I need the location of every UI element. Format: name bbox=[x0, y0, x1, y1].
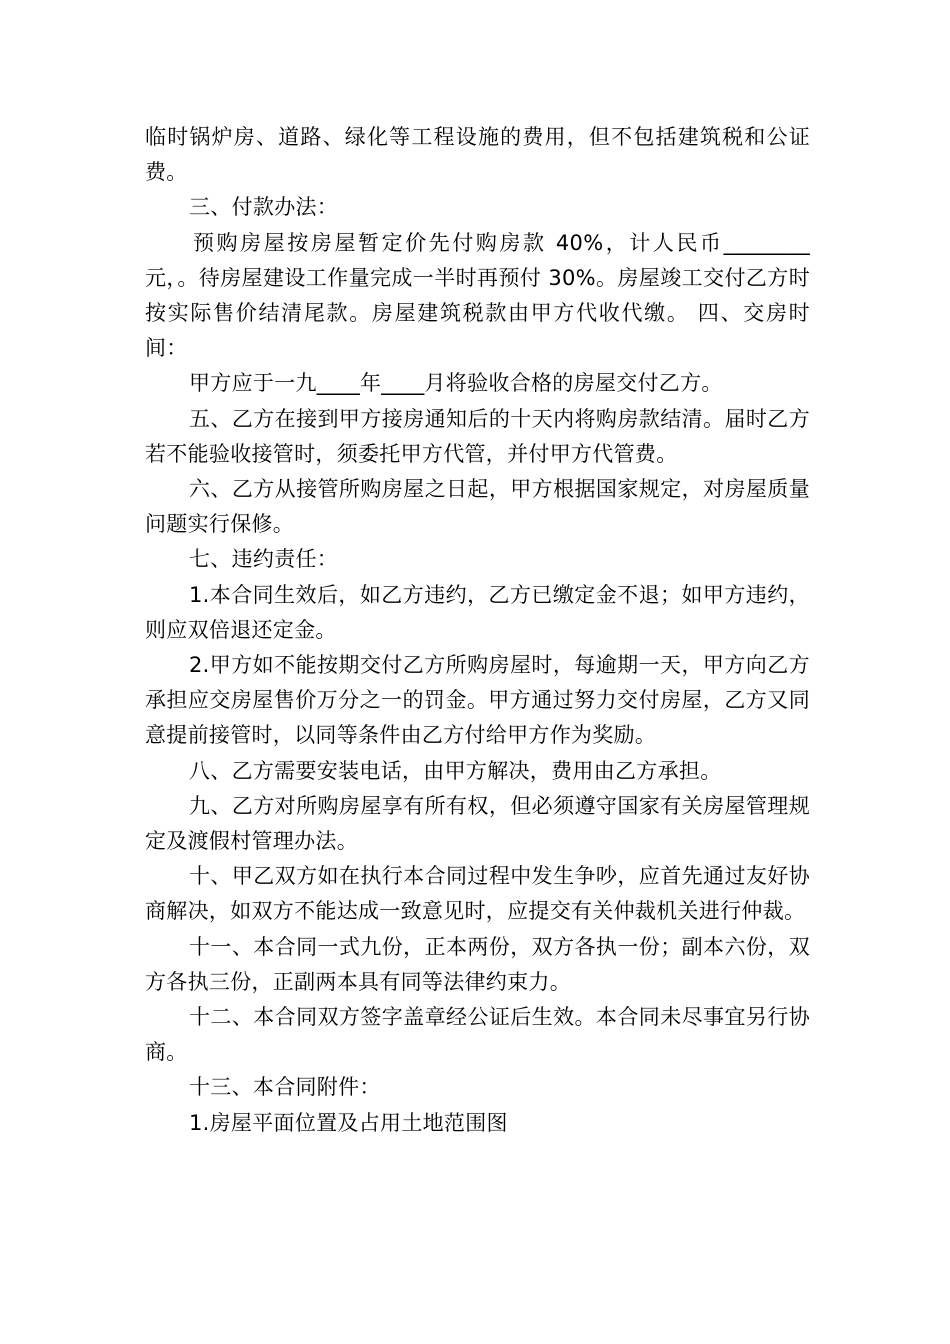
clause-eight-telephone: 八、乙方需要安装电话，由甲方解决，费用由乙方承担。 bbox=[189, 758, 722, 783]
clause-ten-arbitration: 十、甲乙双方如在执行本合同过程中发生争吵，应首先通过友好协商解决，如双方不能达成一致意见时，应提交有关仲裁机关进行仲裁。 bbox=[145, 864, 810, 924]
contract-body bbox=[145, 120, 810, 1141]
heading-payment-method: 三、付款办法： bbox=[189, 195, 339, 220]
attachment-item-1: 1.房屋平面位置及占用土地范围图 bbox=[189, 1110, 508, 1135]
clause-twelve-effect: 十二、本合同双方签字盖章经公证后生效。本合同未尽事宜另行协商。 bbox=[145, 1005, 810, 1065]
paragraph-facility-costs: 临时锅炉房、道路、绿化等工程设施的费用，但不包括建筑税和公证费。 bbox=[145, 125, 810, 185]
clause-nine-ownership: 九、乙方对所购房屋享有所有权，但必须遵守国家有关房屋管理规定及渡假村管理办法。 bbox=[145, 793, 810, 854]
paragraph-delivery-date: 甲方应于一九____年____月将验收合格的房屋交付乙方。 bbox=[189, 371, 723, 396]
breach-item-2: 2.甲方如不能按期交付乙方所购房屋时，每逾期一天，甲方向乙方承担应交房屋售价万分之一的罚金。甲方通过努力交付房屋，乙方又同意提前接管时，以同等条件由乙方付给甲方作为奖励。 bbox=[145, 653, 810, 748]
clause-eleven-copies: 十一、本合同一式九份，正本两份，双方各执一份；副本六份，双方各执三份，正副两本具有同等法律约束力。 bbox=[145, 934, 810, 994]
clause-five-settlement: 五、乙方在接到甲方接房通知后的十天内将购房款结清。届时乙方若不能验收接管时，须委托甲方代管，并付甲方代管费。 bbox=[145, 406, 810, 466]
paragraph-payment-terms: 预购房屋按房屋暂定价先付购房款 40%，计人民币________元，。待房屋建设工作量完成一半时再预付 30%。房屋竣工交付乙方时按实际售价结清尾款。房屋建筑税款由甲方代收代缴。 四、交房时间： bbox=[145, 230, 810, 361]
clause-six-warranty: 六、乙方从接管所购房屋之日起，甲方根据国家规定，对房屋质量问题实行保修。 bbox=[145, 477, 810, 537]
breach-item-1: 1.本合同生效后，如乙方违约，乙方已缴定金不退；如甲方违约，则应双倍退还定金。 bbox=[145, 582, 810, 642]
heading-attachments: 十三、本合同附件： bbox=[189, 1075, 381, 1100]
heading-breach-liability: 七、违约责任： bbox=[189, 547, 339, 572]
